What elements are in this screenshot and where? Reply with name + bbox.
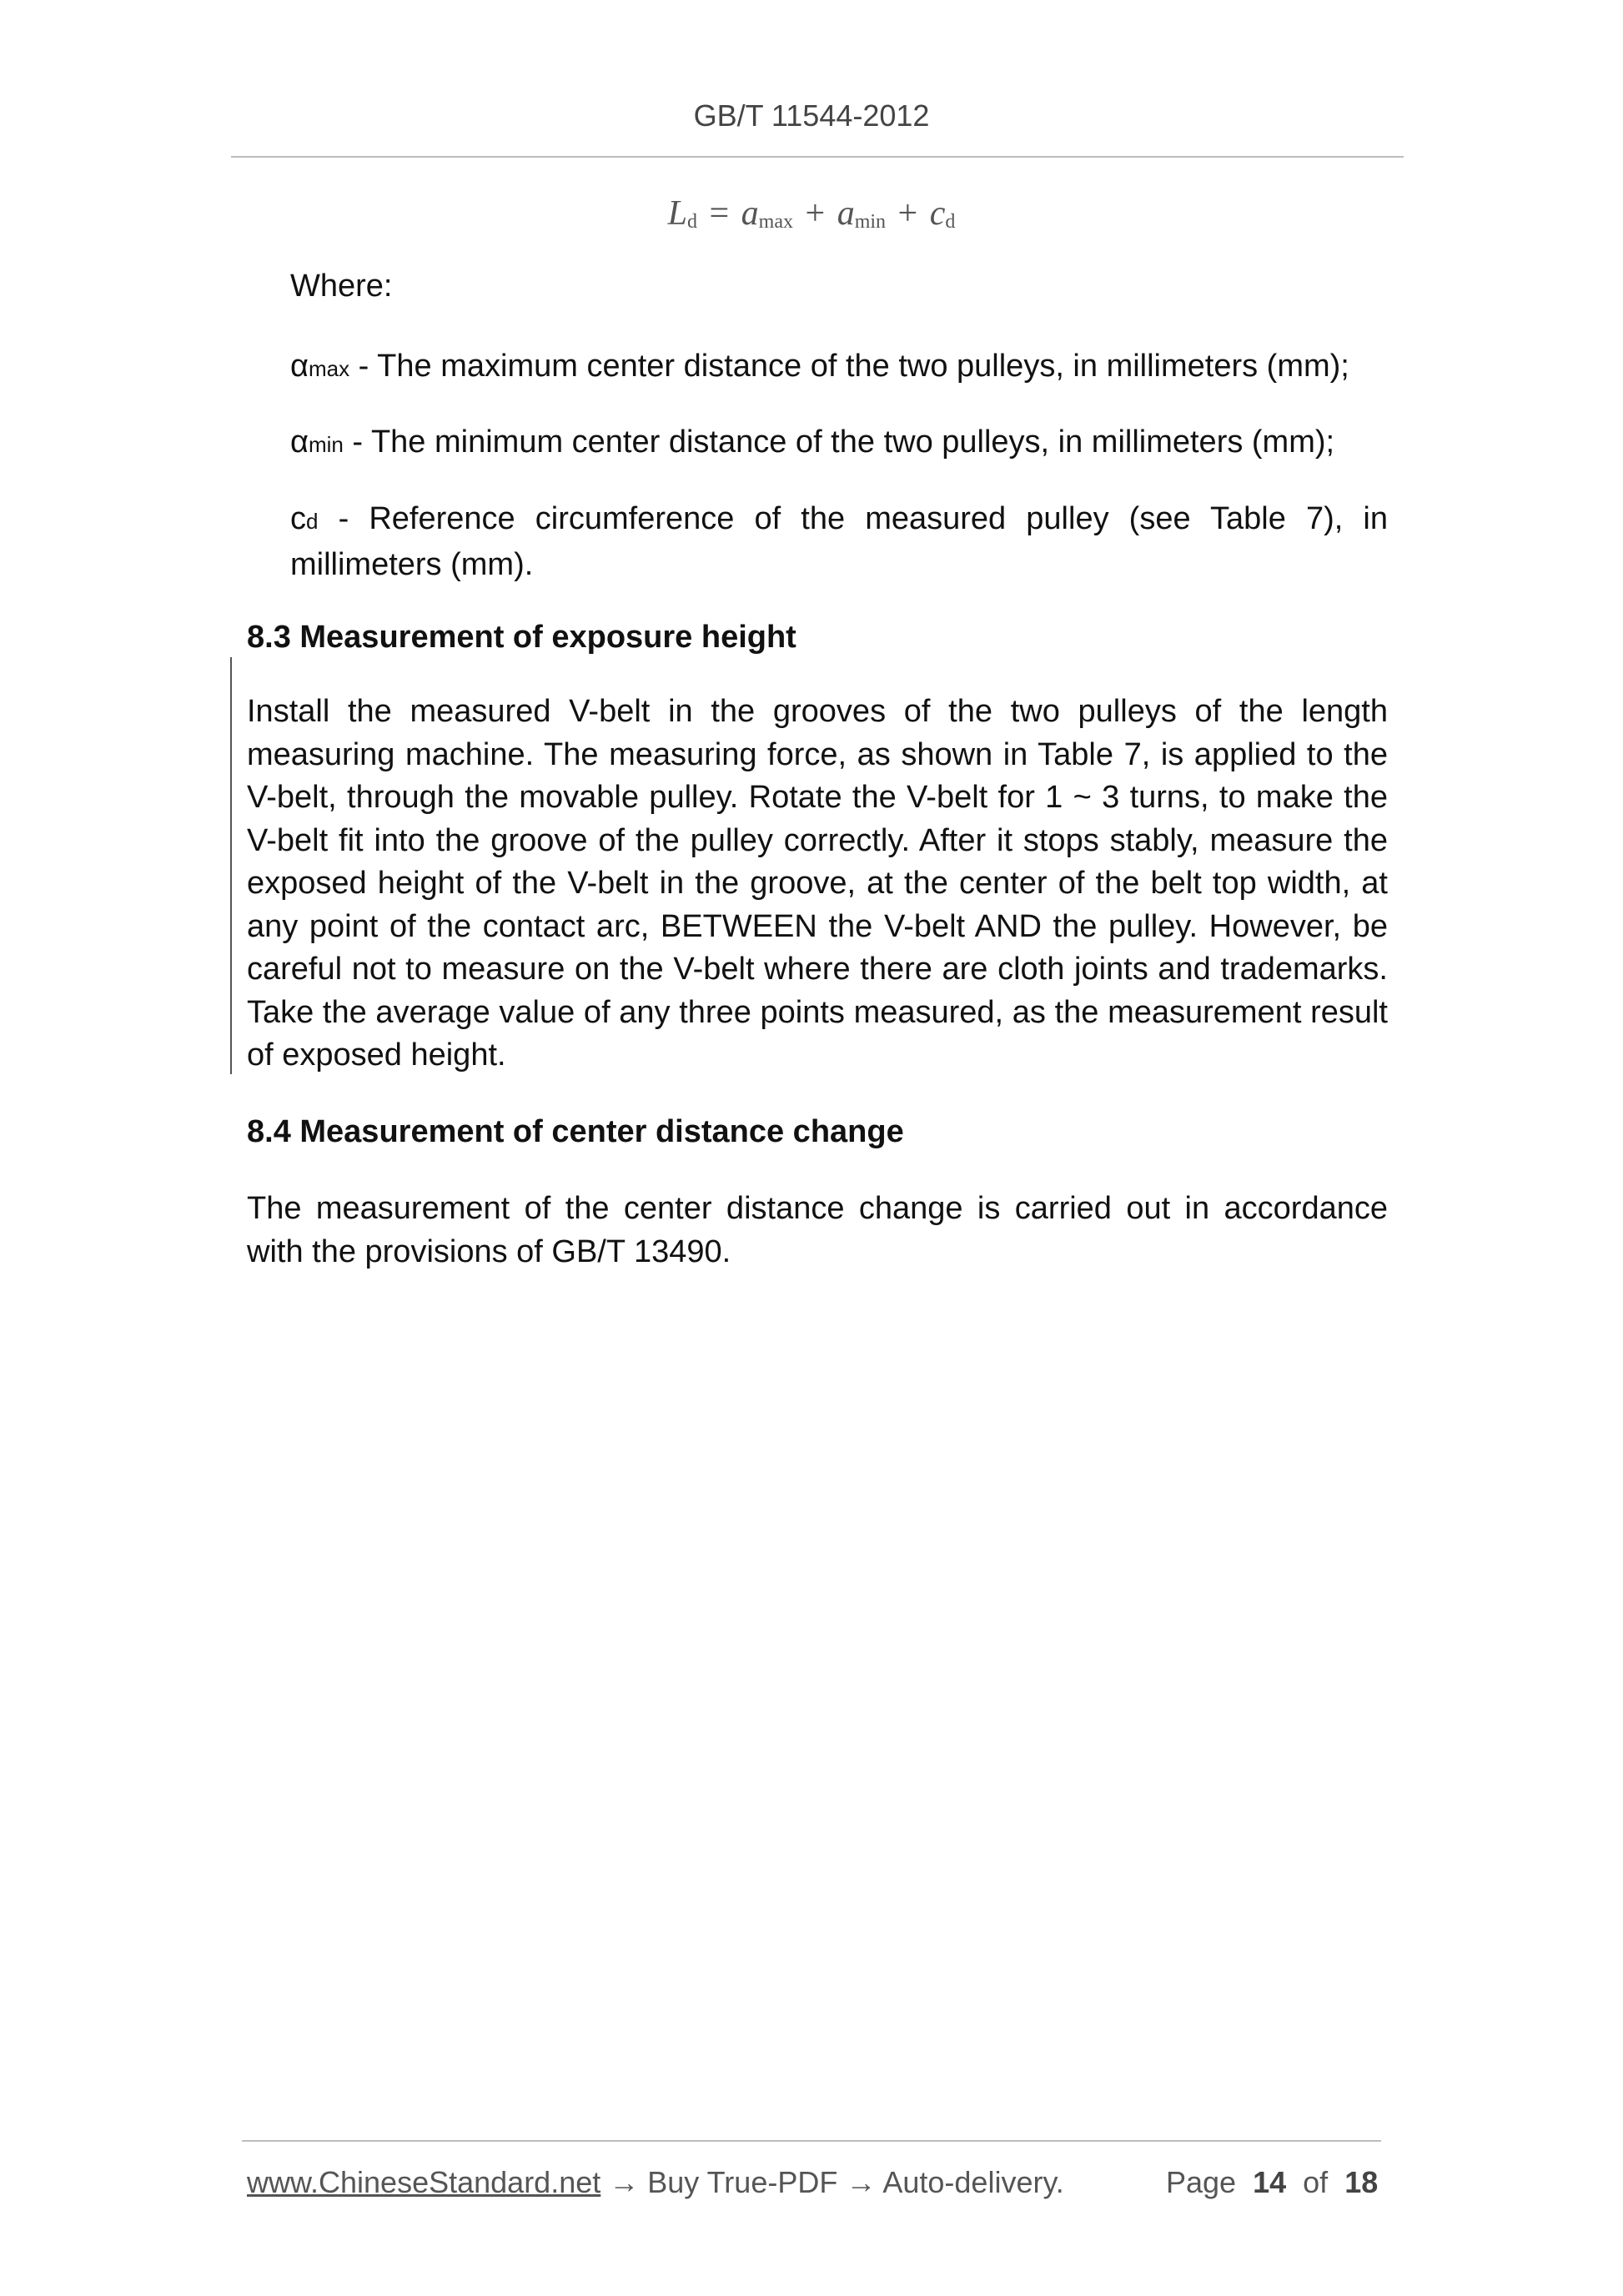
footer-arrow-2: → xyxy=(837,2165,883,2199)
definition-amax xyxy=(290,344,1388,390)
definition-symbol: α xyxy=(290,425,309,460)
footer-buy-text: Buy True-PDF xyxy=(647,2165,838,2199)
page-current: 14 xyxy=(1253,2165,1287,2199)
footer-delivery-text: Auto-delivery. xyxy=(882,2165,1064,2199)
definition-text: - Reference circumference of the measured pulley (see Table 7), in millimeters (mm). xyxy=(290,501,1388,582)
definition-amin xyxy=(290,420,1388,466)
section-8-4-body: The measurement of the center distance change is carried out in accordance with the provisions of GB/T 13490. xyxy=(247,1191,1388,1269)
header-divider xyxy=(231,156,1404,158)
definition-text: - The maximum center distance of the two pulleys, in millimeters (mm); xyxy=(349,349,1349,384)
page-label: Page xyxy=(1166,2165,1237,2199)
definition-symbol: c xyxy=(290,501,306,536)
page-of-label: of xyxy=(1303,2165,1329,2199)
formula-term-1: a xyxy=(741,194,759,233)
where-label: Where: xyxy=(290,269,393,304)
revision-bar xyxy=(230,657,232,1074)
footer-arrow-1: → xyxy=(600,2165,648,2199)
footer-divider xyxy=(242,2140,1381,2142)
section-8-4-heading: 8.4 Measurement of center distance change xyxy=(247,1114,904,1149)
page-total: 18 xyxy=(1344,2165,1379,2199)
formula-term-3: c xyxy=(929,194,946,233)
formula-plus-2: + xyxy=(897,194,918,233)
definition-subscript: max xyxy=(308,356,350,381)
definition-symbol: α xyxy=(290,349,309,384)
definition-cd xyxy=(290,497,1388,586)
definition-subscript: min xyxy=(308,432,344,457)
formula-equals: = xyxy=(709,194,730,233)
definition-text: - The minimum center distance of the two pulleys, in millimeters (mm); xyxy=(343,425,1335,460)
formula-term-2-sub: min xyxy=(854,211,887,233)
formula xyxy=(0,193,1623,234)
section-8-3-body: Install the measured V-belt in the grooves of the two pulleys of the length measuring machine. The measuring force, as shown in Table 7, is applied to the V-belt, through the movable pulley. Rotate the V-belt for 1 ~ 3 turns, to make the V-belt fit into the groove of the pulley correctly. After it stops stably, measure the exposed height of the V-belt in the groove, at the center of the belt top width, at any point of the contact arc, BETWEEN the V-belt AND the pulley. However, be careful not to measure on the V-belt where there are cloth joints and trademarks. Take the average value of any three points measured, as the measurement result of exposed height. xyxy=(247,694,1388,1073)
section-8-3-heading: 8.3 Measurement of exposure height xyxy=(247,620,796,655)
page-number xyxy=(1166,2165,1378,2200)
formula-lhs-sub: d xyxy=(686,211,697,233)
page-header-title: GB/T 11544-2012 xyxy=(693,98,930,133)
footer-website-link[interactable]: www.ChineseStandard.net xyxy=(247,2165,601,2199)
formula-term-2: a xyxy=(837,194,855,233)
formula-term-1-sub: max xyxy=(758,211,793,233)
formula-plus-1: + xyxy=(805,194,826,233)
formula-term-3-sub: d xyxy=(945,211,956,233)
footer-promo xyxy=(247,2165,1064,2200)
definition-subscript: d xyxy=(306,509,319,534)
formula-lhs: L xyxy=(667,194,687,233)
